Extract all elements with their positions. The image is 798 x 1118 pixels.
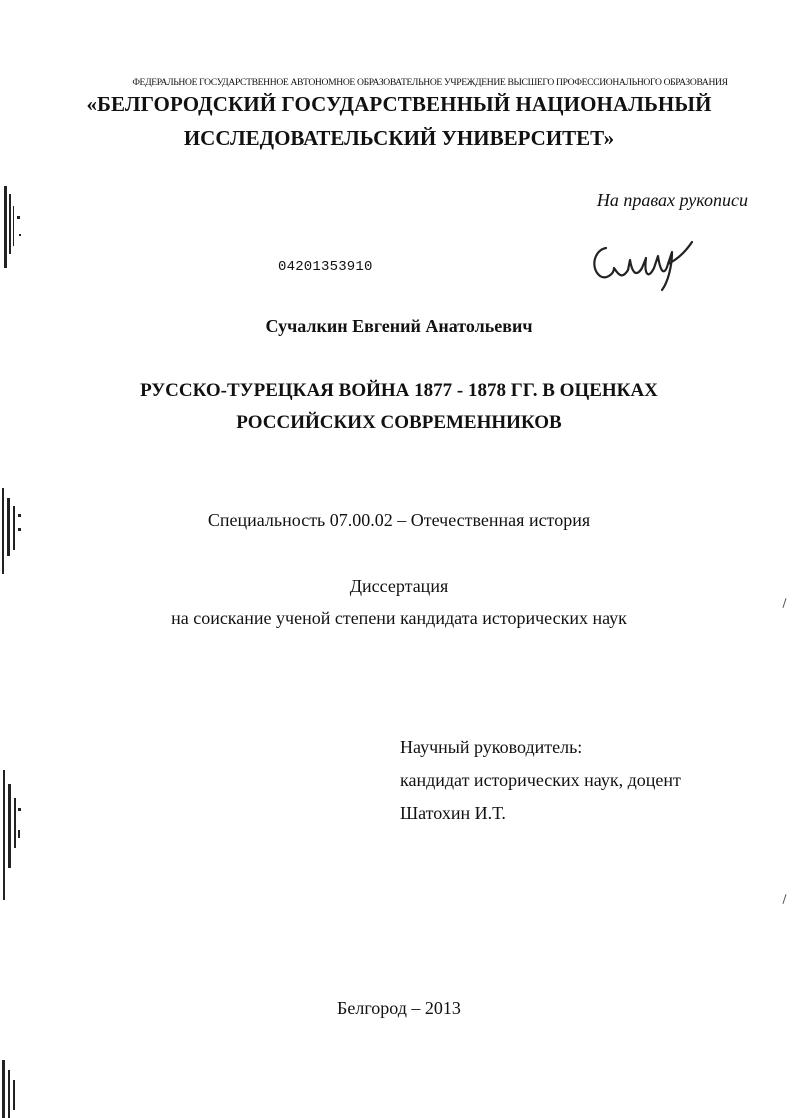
scan-mark xyxy=(782,894,786,904)
author-name: Сучалкин Евгений Анатольевич xyxy=(265,316,533,336)
specialty: Специальность 07.00.02 – Отечественная история xyxy=(207,510,591,530)
scan-mark xyxy=(782,598,786,608)
manuscript-note: На правах рукописи xyxy=(596,190,748,210)
scan-edge-artifact xyxy=(0,1060,24,1118)
handwritten-signature-icon xyxy=(588,234,698,294)
scan-edge-artifact xyxy=(0,770,24,910)
supervisor-name: Шатохин И.Т. xyxy=(400,803,506,823)
city-year: Белгород – 2013 xyxy=(337,998,461,1018)
supervisor-title: кандидат исторических наук, доцент xyxy=(400,770,681,790)
university-name-line2: ИССЛЕДОВАТЕЛЬСКИЙ УНИВЕРСИТЕТ» xyxy=(183,126,615,150)
scan-edge-artifact xyxy=(0,488,24,578)
institution-type: ФЕДЕРАЛЬНОЕ ГОСУДАРСТВЕННОЕ АВТОНОМНОЕ ОБРАЗОВАТЕЛЬНОЕ УЧРЕЖДЕНИЕ ВЫСШЕГО ПРОФЕССИОНАЛЬНОГО ОБРАЗОВАНИЯ xyxy=(132,77,728,88)
dissertation-label: Диссертация xyxy=(349,576,449,596)
supervisor-label: Научный руководитель: xyxy=(400,737,583,757)
dissertation-title-line2: РОССИЙСКИХ СОВРЕМЕННИКОВ xyxy=(236,412,562,433)
university-name-line1: «БЕЛГОРОДСКИЙ ГОСУДАРСТВЕННЫЙ НАЦИОНАЛЬНЫЙ xyxy=(86,92,712,116)
scan-edge-artifact xyxy=(0,186,24,276)
degree-sought: на соискание ученой степени кандидата исторических наук xyxy=(171,608,627,628)
document-code: 04201353910 xyxy=(278,259,373,275)
dissertation-title-line1: РУССКО-ТУРЕЦКАЯ ВОЙНА 1877 - 1878 ГГ. В ОЦЕНКАХ xyxy=(140,380,658,401)
